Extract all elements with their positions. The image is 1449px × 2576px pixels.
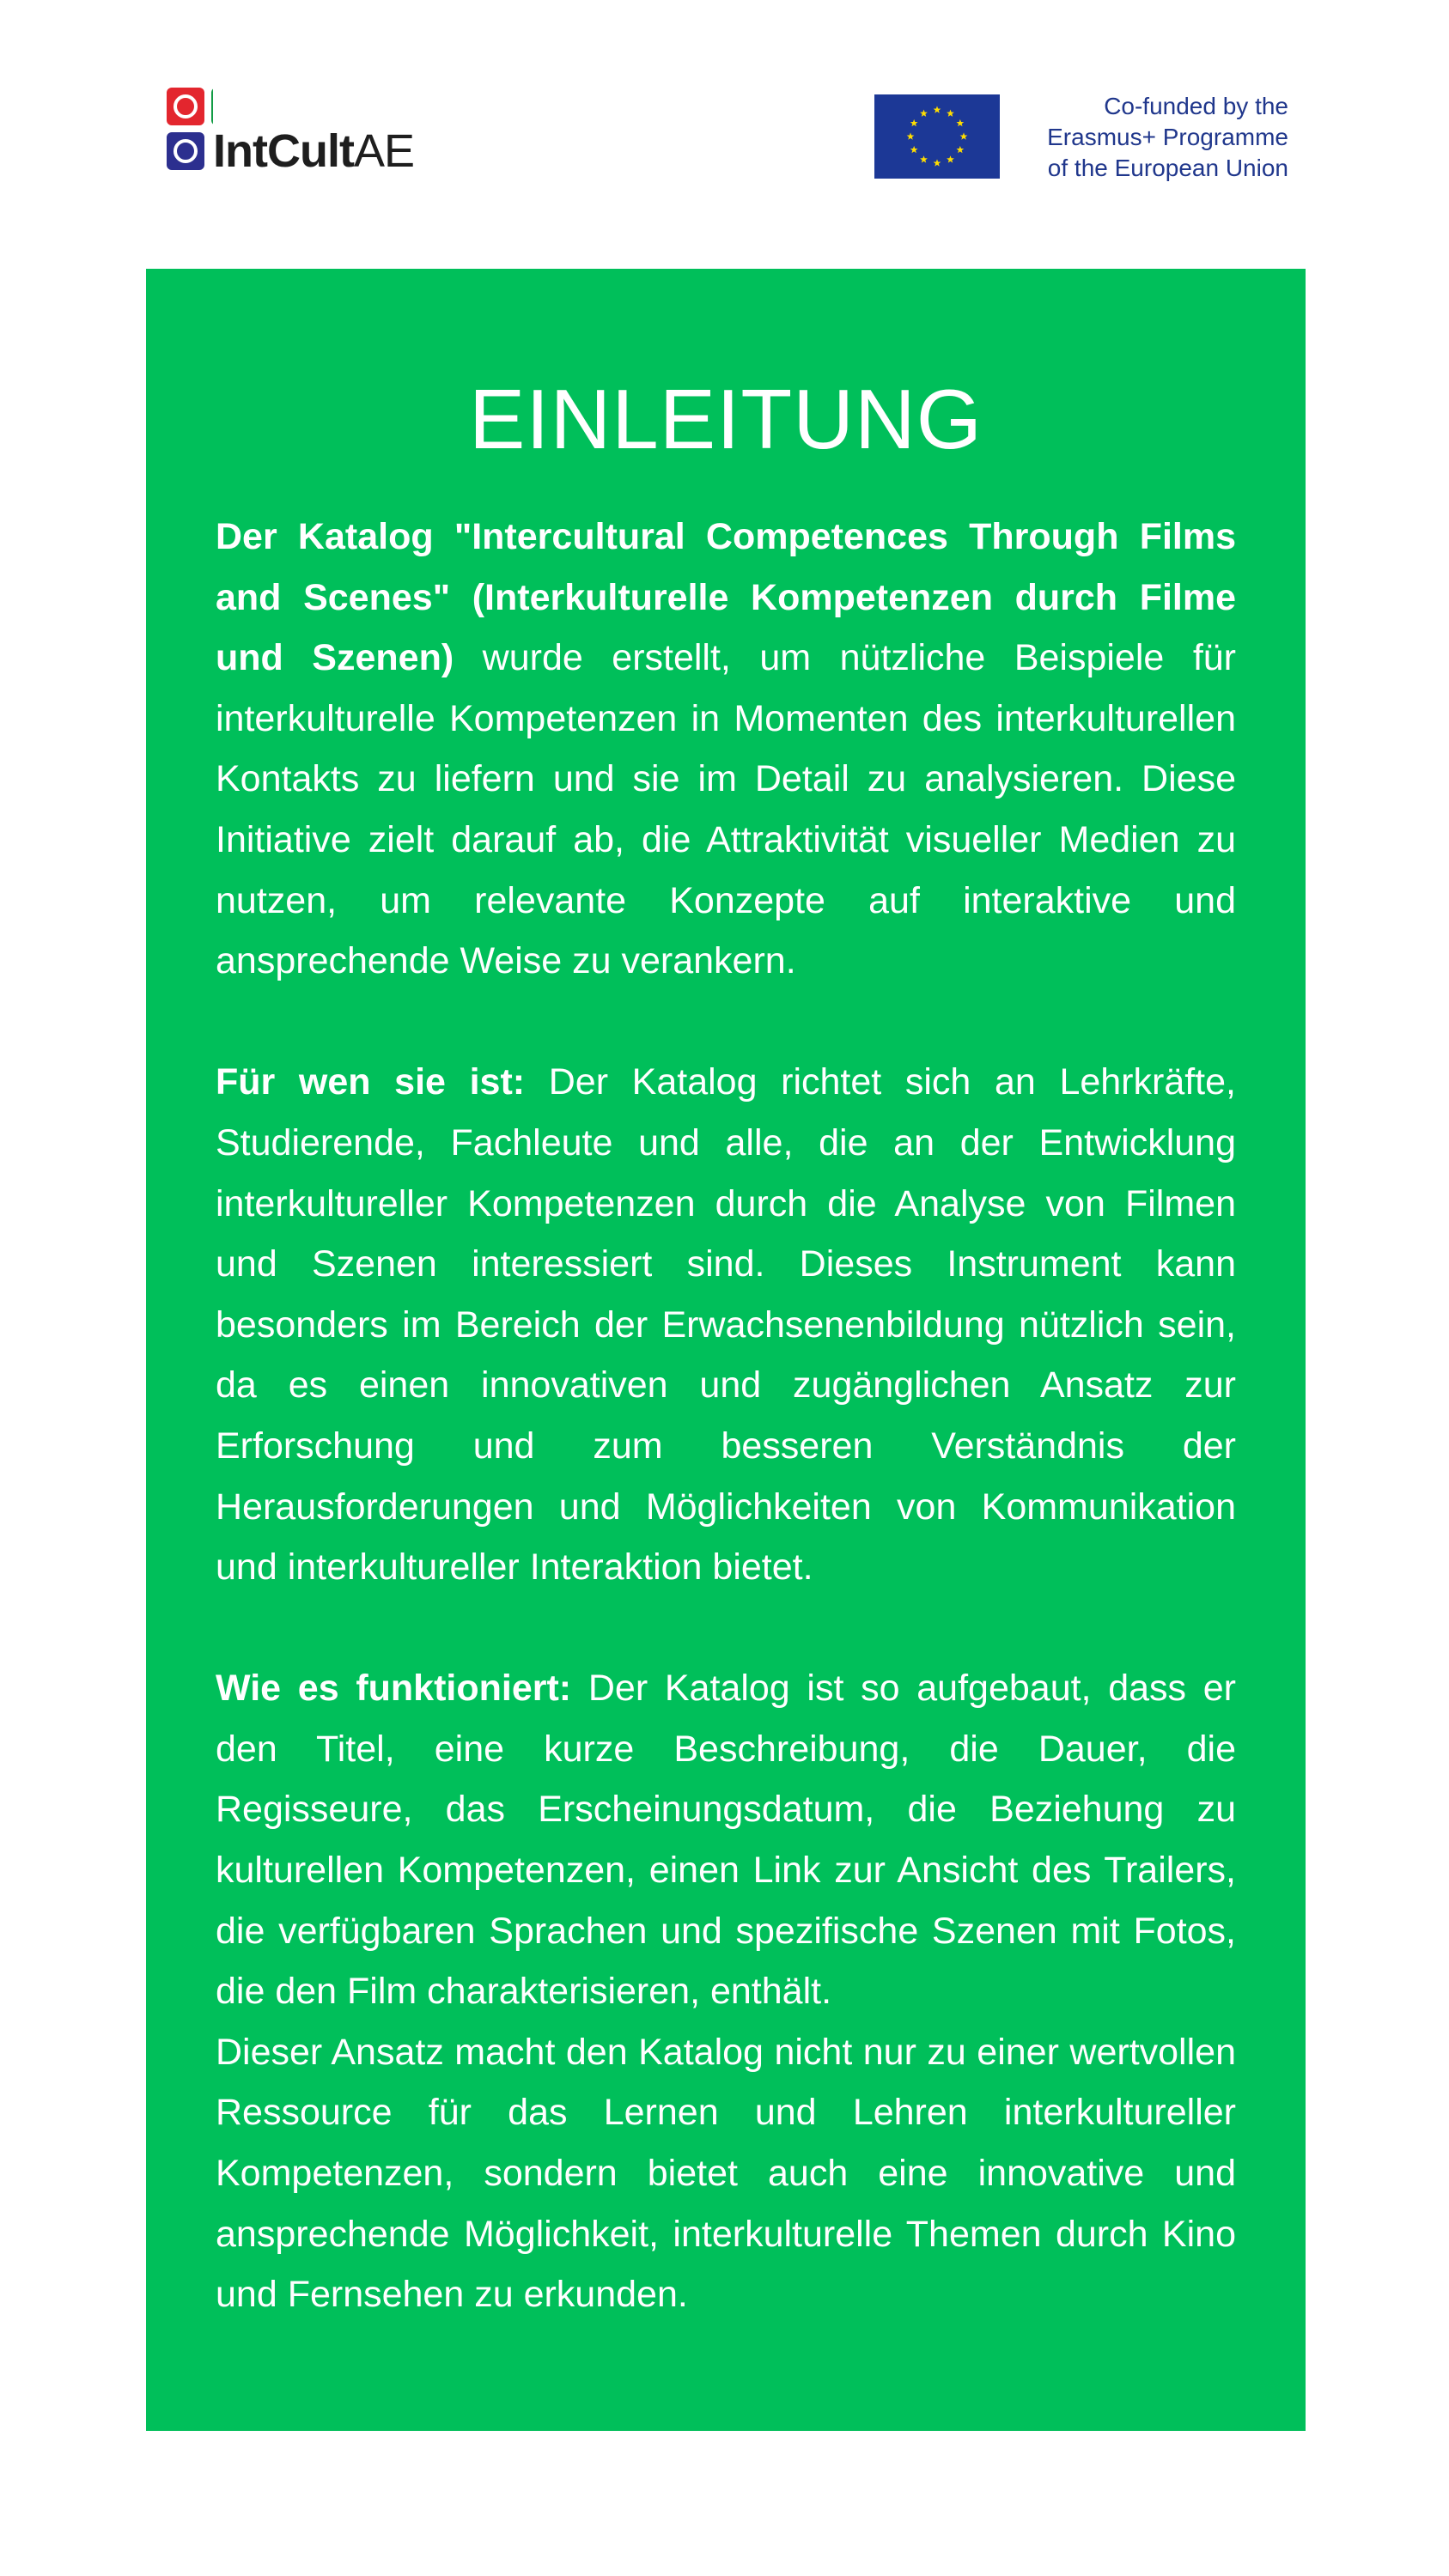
eu-flag-icon bbox=[874, 94, 1000, 179]
paragraph-text: wurde erstellt, um nützliche Beispiele für interkulturelle Kompetenzen in Momenten des interkulturellen Kontakts zu liefern und sie im Detail zu analysieren. Diese Initiative zielt darauf ab, die Attraktivität visueller Medien zu nutzen, um relevante Konzepte auf interaktive und ansprechende Weise zu verankern. bbox=[216, 637, 1236, 982]
erasmus-cofunded-label bbox=[1005, 91, 1288, 184]
paragraph-lead: Wie es funktioniert: bbox=[216, 1668, 572, 1710]
intro-body bbox=[216, 507, 1236, 2325]
paragraph-text: Dieser Ansatz macht den Katalog nicht nur zu einer wertvollen Ressource für das Lernen und Lehren interkultureller Kompetenzen, sondern bietet auch eine innovative und ansprechende Möglichkeit, interkulturelle Themen durch Kino und Fernsehen zu erkunden. bbox=[216, 2031, 1236, 2316]
paragraph-intro bbox=[216, 507, 1236, 992]
intro-panel bbox=[146, 269, 1306, 2431]
eu-text-line: Erasmus+ Programme bbox=[1047, 124, 1288, 150]
paragraph-gap bbox=[216, 992, 1236, 1053]
paragraph-audience bbox=[216, 1052, 1236, 1597]
paragraph-gap bbox=[216, 1598, 1236, 1659]
paragraph-text: Der Katalog ist so aufgebaut, dass er den Titel, eine kurze Beschreibung, die Dauer, die Regisseure, das Erscheinungsdatum, die Beziehung zu kulturellen Kompetenzen, einen Link zur Ansicht des Trailers, die verfügbaren Sprachen und spezifische Szenen mit Fotos, die den Film charakterisieren, enthält. bbox=[216, 1668, 1236, 2013]
paragraph-how-it-works bbox=[216, 1658, 1236, 2022]
logo-wordmark: IntCultAE bbox=[213, 125, 414, 177]
page-title: EINLEITUNG bbox=[468, 372, 983, 466]
intcultae-logo-icon bbox=[165, 86, 213, 180]
paragraph-approach bbox=[216, 2022, 1236, 2325]
eu-text-line: of the European Union bbox=[1047, 155, 1288, 181]
paragraph-lead: Für wen sie ist: bbox=[216, 1061, 526, 1103]
eu-text-line: Co-funded by the bbox=[1104, 93, 1288, 119]
paragraph-text: Der Katalog richtet sich an Lehrkräfte, Studierende, Fachleute und alle, die an der Entwicklung interkultureller Kompetenzen durch die Analyse von Filmen und Szenen interessiert sind. Dieses Instrument kann besonders im Bereich der Erwachsenenbildung nützlich sein, da es einen innovativen und zugänglichen Ansatz zur Erforschung und zum besseren Verständnis der Herausforderungen und Möglichkeiten von Kommunikation und interkultureller Interaktion bietet. bbox=[216, 1061, 1236, 1589]
paragraph-lead: Der Katalog "Intercultural Competences Through Films and Scenes" (Interkulturelle Kompetenzen durch Filme und Szenen) bbox=[216, 516, 1236, 679]
intcultae-logo bbox=[165, 86, 414, 180]
